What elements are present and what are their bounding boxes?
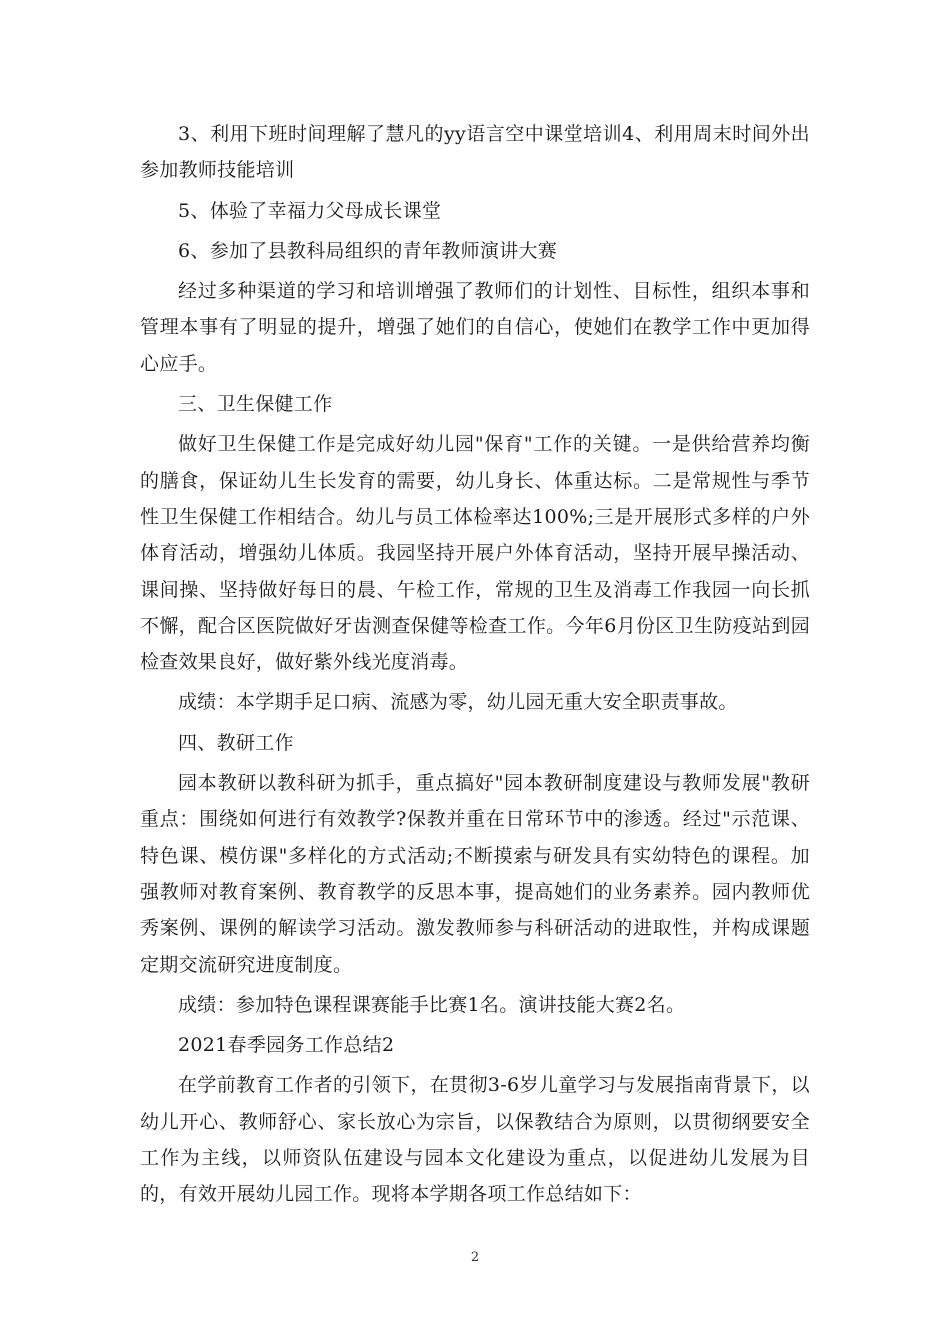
paragraph-summary-intro: 在学前教育工作者的引领下，在贯彻3-6岁儿童学习与发展指南背景下，以幼儿开心、教师舒心、家长放心为宗旨，以保教结合为原则，以贯彻纲要安全工作为主线，以师资队伍建设与园本文化建设为重点，以促进幼儿发展为目的，有效开展幼儿园工作。现将本学期各项工作总结如下： xyxy=(140,1074,810,1206)
paragraph-health-results: 成绩：本学期手足口病、流感为零，幼儿园无重大安全职责事故。 xyxy=(178,691,738,714)
section-heading-teaching-research: 四、教研工作 xyxy=(178,731,294,754)
page-number: 2 xyxy=(470,1250,480,1265)
paragraph-health-care: 做好卫生保健工作是完成好幼儿园"保育"工作的关键。一是供给营养均衡的膳食，保证幼儿生长发育的需要，幼儿身长、体重达标。二是常规性与季节性卫生保健工作相结合。幼儿与员工体检率达100%;三是开展形式多样的户外体育活动，增强幼儿体质。我园坚持开展户外体育活动，坚持开展早操活动、课间操、坚持做好每日的晨、午检工作，常规的卫生及消毒工作我园一向长抓不懈，配合区医院做好牙齿测查保健等检查工作。今年6月份区卫生防疫站到园检查效果良好，做好紫外线光度消毒。 xyxy=(140,433,810,674)
paragraph-training-summary: 经过多种渠道的学习和培训增强了教师们的计划性、目标性，组织本事和管理本事有了明显的提升，增强了她们的自信心，使她们在教学工作中更加得心应手。 xyxy=(140,280,810,375)
paragraph-training-item-5: 5、体验了幸福力父母成长课堂 xyxy=(178,199,442,222)
document-page xyxy=(140,116,810,1217)
paragraph-teaching-research: 园本教研以教科研为抓手，重点搞好"园本教研制度建设与教师发展"教研重点：围绕如何进行有效教学?保教并重在日常环节中的渗透。经过"示范课、特色课、模仿课"多样化的方式活动;不断摸索与研发具有实幼特色的课程。加强教师对教育案例、教育教学的反思本事，提高她们的业务素养。园内教师优秀案例、课例的解读学习活动。激发教师参与科研活动的进取性，并构成课题定期交流研究进度制度。 xyxy=(140,772,810,976)
section-heading-summary-2: 2021春季园务工作总结2 xyxy=(178,1034,395,1057)
section-heading-health-care: 三、卫生保健工作 xyxy=(178,393,333,416)
paragraph-research-results: 成绩：参加特色课程课赛能手比赛1名。演讲技能大赛2名。 xyxy=(178,993,686,1016)
paragraph-training-item-6: 6、参加了县教科局组织的青年教师演讲大赛 xyxy=(178,239,558,262)
paragraph-training-item-3-4: 3、利用下班时间理解了慧凡的yy语言空中课堂培训4、利用周末时间外出参加教师技能培训 xyxy=(140,123,810,182)
